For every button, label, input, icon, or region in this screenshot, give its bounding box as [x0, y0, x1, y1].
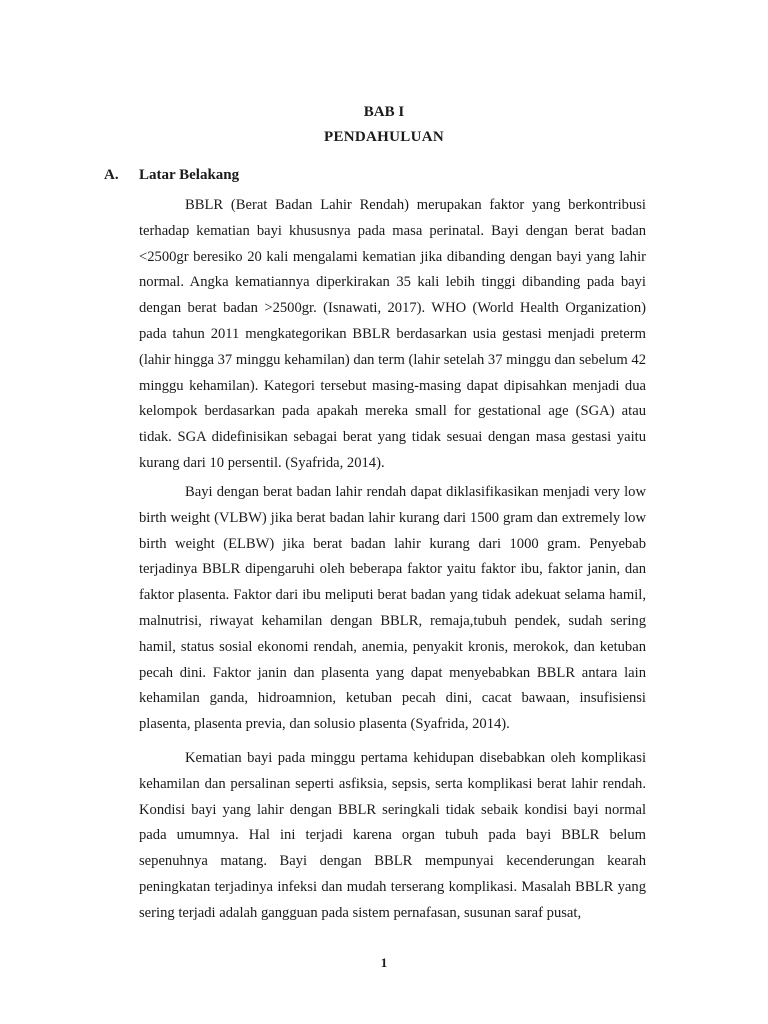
body-paragraph: Bayi dengan berat badan lahir rendah dapat diklasifikasikan menjadi very low birth weight (VLBW) jika berat badan lahir kurang dari 1500 gram dan extremely low birth weight (ELBW) jika berat badan lahir kurang dari 1000 gram. Penyebab terjadinya BBLR dipengaruhi oleh beberapa faktor yaitu faktor ibu, faktor janin, dan faktor plasenta. Faktor dari ibu meliputi berat badan yang tidak adekuat selama hamil, malnutrisi, riwayat kehamilan dengan BBLR, remaja,tubuh pendek, sudah sering hamil, status sosial ekonomi rendah, anemia, penyakit kronis, merokok, dan ketuban pecah dini. Faktor janin dan plasenta yang dapat menyebabkan BBLR antara lain kehamilan ganda, hidroamnion, ketuban pecah dini, cacat bawaan, insufisiensi plasenta, plasenta previa, dan solusio plasenta (Syafrida, 2014).: [139, 484, 646, 733]
chapter-heading: BAB I: [363, 104, 405, 120]
body-paragraph: Kematian bayi pada minggu pertama kehidupan disebabkan oleh komplikasi kehamilan dan persalinan seperti asfiksia, sepsis, serta komplikasi berat lahir rendah. Kondisi bayi yang lahir dengan BBLR seringkali tidak sebaik kondisi bayi normal pada umumnya. Hal ini terjadi karena organ tubuh pada bayi BBLR belum sepenuhnya matang. Bayi dengan BBLR mempunyai kecenderungan kearah peningkatan terjadinya infeksi dan mudah terserang komplikasi. Masalah BBLR yang sering terjadi adalah gangguan pada sistem pernafasan, susunan saraf pusat,: [139, 750, 646, 921]
section-heading: [104, 166, 664, 184]
body-paragraph: BBLR (Berat Badan Lahir Rendah) merupakan faktor yang berkontribusi terhadap kematian bayi khususnya pada masa perinatal. Bayi dengan berat badan <2500gr beresiko 20 kali mengalami kematian jika dibanding dengan bayi yang lahir normal. Angka kematiannya diperkirakan 35 kali lebih tinggi dibanding pada bayi dengan berat badan >2500gr. (Isnawati, 2017). WHO (World Health Organization) pada tahun 2011 mengkategorikan BBLR berdasarkan usia gestasi menjadi preterm (lahir hingga 37 minggu kehamilan) dan term (lahir setelah 37 minggu dan sebelum 42 minggu kehamilan). Kategori tersebut masing-masing dapat dipisahkan menjadi dua kelompok berdasarkan pada apakah mereka small for gestational age (SGA) atau tidak. SGA didefinisikan sebagai berat yang tidak sesuai dengan masa gestasi yaitu kurang dari 10 persentil. (Syafrida, 2014).: [139, 197, 647, 471]
section-title: Latar Belakang: [139, 167, 240, 183]
page-number: 1: [380, 955, 388, 970]
chapter-title: PENDAHULUAN: [324, 129, 444, 145]
section-number: A.: [104, 167, 119, 183]
